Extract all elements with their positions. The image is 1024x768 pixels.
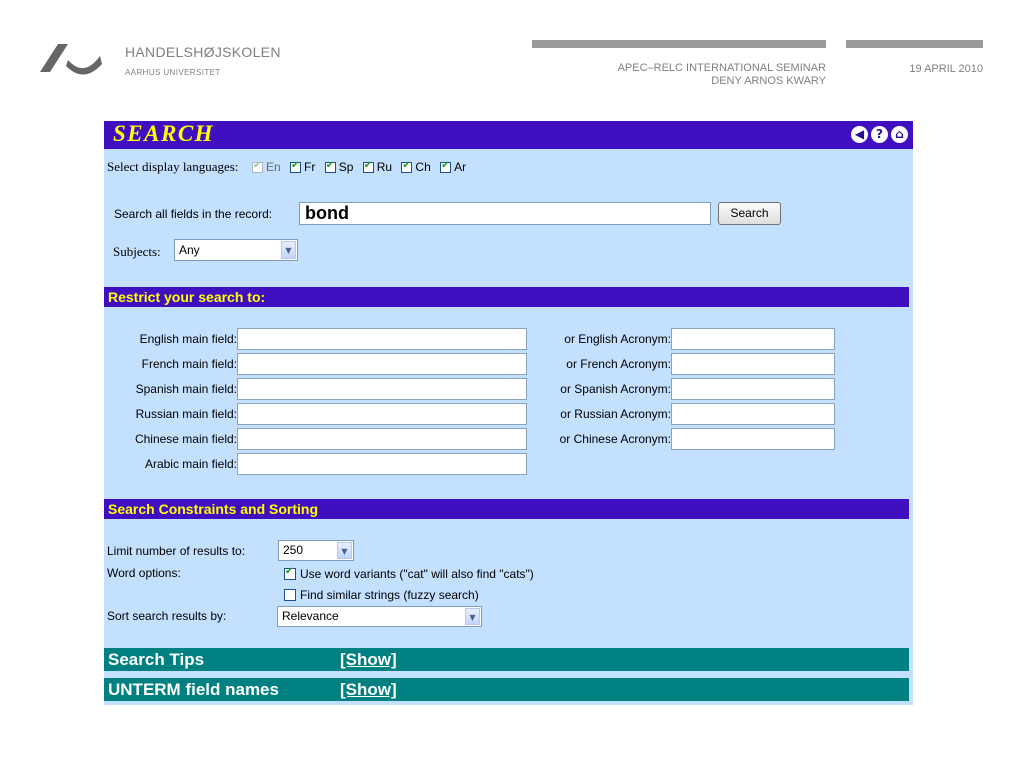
lang-en-label: En bbox=[266, 160, 281, 174]
chinese-main-label: Chinese main field: bbox=[134, 432, 237, 446]
lang-option-sp[interactable] bbox=[325, 160, 354, 174]
chinese-acronym-input[interactable] bbox=[671, 428, 835, 450]
french-acronym-label: or French Acronym: bbox=[566, 357, 671, 371]
french-main-input[interactable] bbox=[237, 353, 527, 375]
search-all-label: Search all fields in the record: bbox=[114, 207, 273, 221]
word-variants-option[interactable] bbox=[284, 567, 534, 581]
field-names-label: UNTERM field names bbox=[108, 680, 279, 699]
back-icon[interactable]: ◀ bbox=[851, 126, 868, 143]
sort-results-label: Sort search results by: bbox=[107, 609, 227, 623]
lang-option-ch[interactable] bbox=[401, 160, 430, 174]
university-logo bbox=[38, 40, 104, 76]
lang-sp-label: Sp bbox=[338, 160, 354, 174]
fuzzy-search-option[interactable] bbox=[284, 588, 479, 602]
subjects-value: Any bbox=[179, 243, 200, 257]
fuzzy-search-label: Find similar strings (fuzzy search) bbox=[300, 588, 479, 602]
home-icon[interactable]: ⌂ bbox=[891, 126, 908, 143]
constraints-header: Search Constraints and Sorting bbox=[104, 499, 909, 519]
page-title: SEARCH bbox=[113, 121, 215, 146]
lang-option-ru[interactable] bbox=[363, 160, 392, 174]
sort-results-select[interactable] bbox=[277, 606, 482, 627]
spanish-main-label: Spanish main field: bbox=[135, 382, 237, 396]
search-tips-label: Search Tips bbox=[108, 650, 205, 669]
lang-en-checkbox bbox=[252, 162, 263, 173]
lang-sp-checkbox[interactable] bbox=[325, 162, 336, 173]
spanish-main-input[interactable] bbox=[237, 378, 527, 400]
lang-ru-checkbox[interactable] bbox=[363, 162, 374, 173]
chevron-down-icon[interactable]: ▼ bbox=[281, 241, 296, 259]
search-panel bbox=[104, 121, 913, 705]
display-languages-label: Select display languages: bbox=[107, 159, 239, 174]
english-main-input[interactable] bbox=[237, 328, 527, 350]
french-acronym-input[interactable] bbox=[671, 353, 835, 375]
arabic-main-label: Arabic main field: bbox=[144, 457, 237, 471]
field-names-show-link[interactable]: [Show] bbox=[340, 680, 397, 699]
help-icon[interactable]: ? bbox=[871, 126, 888, 143]
fuzzy-search-checkbox[interactable] bbox=[284, 589, 296, 601]
search-tips-bar bbox=[104, 648, 909, 671]
word-variants-checkbox[interactable] bbox=[284, 568, 296, 580]
word-options-label: Word options: bbox=[107, 566, 181, 580]
lang-ar-label: Ar bbox=[454, 160, 467, 174]
russian-main-label: Russian main field: bbox=[135, 407, 237, 421]
chinese-main-input[interactable] bbox=[237, 428, 527, 450]
lang-option-en bbox=[252, 160, 281, 174]
lang-ch-label: Ch bbox=[415, 160, 431, 174]
lang-ru-label: Ru bbox=[376, 160, 393, 174]
school-name: HANDELSHØJSKOLEN bbox=[125, 44, 281, 60]
restrict-header: Restrict your search to: bbox=[104, 287, 909, 307]
lang-option-ar[interactable] bbox=[440, 160, 466, 174]
seminar-title: APEC–RELC INTERNATIONAL SEMINAR bbox=[617, 62, 826, 74]
russian-main-input[interactable] bbox=[237, 403, 527, 425]
presenter-name: DENY ARNOS KWARY bbox=[711, 75, 826, 87]
limit-results-value: 250 bbox=[283, 543, 304, 557]
school-subtitle: AARHUS UNIVERSITET bbox=[125, 68, 221, 77]
display-languages bbox=[252, 160, 472, 176]
chevron-down-icon[interactable]: ▼ bbox=[337, 542, 352, 559]
lang-ch-checkbox[interactable] bbox=[401, 162, 412, 173]
lang-fr-label: Fr bbox=[304, 160, 316, 174]
search-input[interactable]: bond bbox=[299, 202, 711, 225]
spanish-acronym-label: or Spanish Acronym: bbox=[560, 382, 671, 396]
search-button[interactable]: Search bbox=[718, 202, 781, 225]
seminar-info bbox=[618, 62, 826, 88]
english-main-label: English main field: bbox=[139, 332, 237, 346]
word-variants-label: Use word variants ("cat" will also find "cats") bbox=[300, 567, 534, 581]
subjects-label: Subjects: bbox=[113, 244, 161, 259]
spanish-acronym-input[interactable] bbox=[671, 378, 835, 400]
slide-date: 19 APRIL 2010 bbox=[909, 63, 983, 75]
french-main-label: French main field: bbox=[141, 357, 237, 371]
lang-option-fr[interactable] bbox=[290, 160, 315, 174]
field-names-bar bbox=[104, 678, 909, 701]
chinese-acronym-label: or Chinese Acronym: bbox=[559, 432, 671, 446]
subjects-select[interactable] bbox=[174, 239, 298, 261]
lang-fr-checkbox[interactable] bbox=[290, 162, 301, 173]
english-acronym-input[interactable] bbox=[671, 328, 835, 350]
russian-acronym-input[interactable] bbox=[671, 403, 835, 425]
arabic-main-input[interactable] bbox=[237, 453, 527, 475]
limit-results-select[interactable] bbox=[278, 540, 354, 561]
chevron-down-icon[interactable]: ▼ bbox=[465, 608, 480, 625]
header-divider bbox=[532, 40, 826, 48]
russian-acronym-label: or Russian Acronym: bbox=[560, 407, 671, 421]
lang-ar-checkbox[interactable] bbox=[440, 162, 451, 173]
header-divider bbox=[846, 40, 983, 48]
limit-results-label: Limit number of results to: bbox=[107, 544, 246, 558]
search-tips-show-link[interactable]: [Show] bbox=[340, 650, 397, 669]
sort-results-value: Relevance bbox=[282, 609, 339, 623]
title-bar bbox=[104, 121, 913, 149]
english-acronym-label: or English Acronym: bbox=[564, 332, 671, 346]
